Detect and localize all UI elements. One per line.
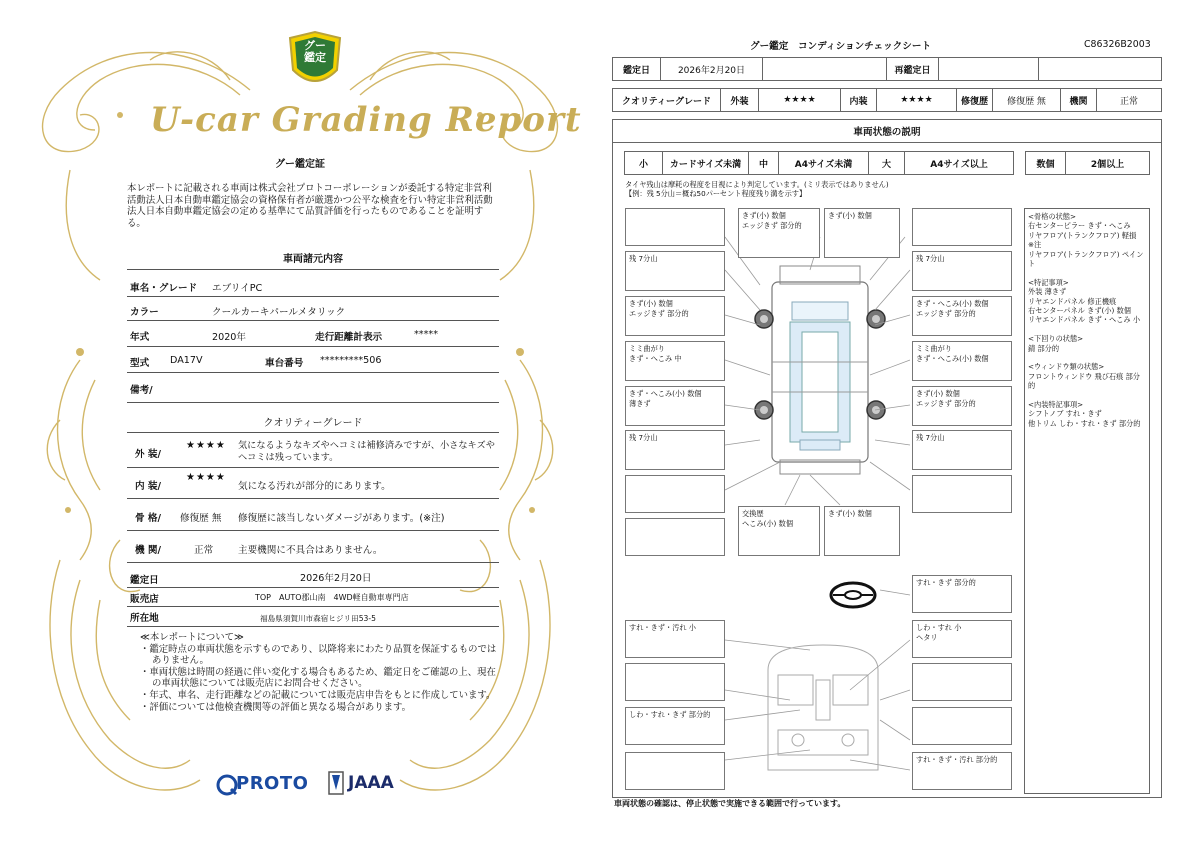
divider bbox=[127, 372, 499, 373]
tire-box: 残 7分山 bbox=[625, 251, 725, 291]
report-notes bbox=[140, 632, 500, 713]
grade-label: クオリティーグレード bbox=[613, 89, 721, 111]
car-interior-diagram bbox=[758, 640, 888, 780]
side-note-line: 右センターパネル きず(小) 数個 bbox=[1028, 306, 1131, 316]
condition-box bbox=[912, 475, 1012, 513]
year-label: 年式 bbox=[130, 332, 150, 343]
ext-stars: ★★★★ bbox=[759, 89, 841, 111]
divider bbox=[127, 626, 499, 627]
tire-note-1: タイヤ残山は摩耗の程度を目視により判定しています。(ミリ表示ではありません) bbox=[625, 180, 889, 189]
condition-check-sheet bbox=[600, 0, 1200, 848]
side-note-line: <下回りの状態> bbox=[1028, 334, 1084, 344]
car-name-value: エブリイPC bbox=[212, 283, 263, 294]
date-row bbox=[612, 57, 1162, 81]
model-value: DA17V bbox=[170, 355, 203, 366]
count-legend bbox=[1025, 151, 1150, 175]
interior-box bbox=[912, 663, 1012, 701]
interior-box: すれ・きず・汚れ 部分的 bbox=[912, 752, 1012, 790]
side-note-line bbox=[1028, 353, 1146, 362]
divider bbox=[127, 346, 499, 347]
side-note-line: <内装特記事項> bbox=[1028, 400, 1084, 410]
side-note-line: 外装 薄きず bbox=[1028, 287, 1067, 297]
steering-condition-box: すれ・きず 部分的 bbox=[912, 575, 1012, 613]
size-small-desc: カードサイズ未満 bbox=[663, 152, 749, 174]
size-large: 大 bbox=[869, 152, 905, 174]
divider bbox=[127, 467, 499, 468]
divider bbox=[127, 562, 499, 563]
divider bbox=[127, 498, 499, 499]
side-note-line: リヤエンドパネル きず・へこみ 小 bbox=[1028, 315, 1141, 325]
condition-box: きず(小) 数個 bbox=[824, 506, 900, 556]
grade-row bbox=[612, 88, 1162, 112]
document-id: C86326B2003 bbox=[1084, 39, 1151, 50]
jaaa-logo-text: JAAA bbox=[348, 773, 394, 793]
divider bbox=[127, 402, 499, 403]
size-small: 小 bbox=[625, 152, 663, 174]
condition-box bbox=[912, 208, 1012, 246]
frame-description: 修復歴に該当しないダメージがあります。(※注) bbox=[238, 513, 445, 524]
side-note-line: ※注 bbox=[1028, 240, 1042, 250]
side-notes-panel bbox=[1024, 208, 1150, 794]
notes-title: ≪本レポートについて≫ bbox=[140, 632, 244, 643]
chassis-label: 車台番号 bbox=[265, 358, 304, 369]
inspection-date-label: 鑑定日 bbox=[130, 575, 159, 586]
interior-box bbox=[625, 752, 725, 790]
tire-box: 残 7分山 bbox=[912, 251, 1012, 291]
color-label: カラー bbox=[130, 307, 159, 318]
condition-box: きず・へこみ(小) 数個 薄きず bbox=[625, 386, 725, 426]
engine-description: 主要機関に不具合はありません。 bbox=[238, 545, 383, 556]
script-title: U-car Grading Report bbox=[150, 100, 582, 140]
side-note-line: 錆 部分的 bbox=[1028, 343, 1060, 353]
address-value: 福島県須賀川市森宿ヒジリ田53-5 bbox=[260, 614, 376, 623]
year-value: 2020年 bbox=[212, 332, 247, 343]
interior-box bbox=[912, 707, 1012, 745]
frame-label: 骨 格/ bbox=[135, 513, 162, 524]
size-mid-desc: A4サイズ未満 bbox=[779, 152, 869, 174]
side-note-line: 右センターピラー きず・へこみ bbox=[1028, 221, 1131, 231]
date-value: 2026年2月20日 bbox=[661, 58, 763, 80]
condition-box bbox=[625, 208, 725, 246]
sheet-title: グー鑑定 コンディションチェックシート bbox=[750, 41, 932, 52]
size-large-desc: A4サイズ以上 bbox=[930, 159, 988, 170]
repair-label: 修復歴 bbox=[957, 89, 993, 111]
emblem-text: グー 鑑定 bbox=[304, 39, 326, 64]
exterior-description: 気になるようなキズやヘコミは補修済みですが、小さなキズやヘコミは残っています。 bbox=[238, 440, 495, 463]
condition-box: きず(小) 数個 bbox=[824, 208, 900, 258]
divider bbox=[127, 269, 499, 270]
side-note-line: リヤエンドパネル 修正機痕 bbox=[1028, 296, 1117, 306]
side-note-line: リヤフロア(トランクフロア) ペイント bbox=[1028, 249, 1144, 269]
condition-box: きず・へこみ(小) 数個 エッジきず 部分的 bbox=[912, 296, 1012, 336]
side-note-line: リヤフロア(トランクフロア) 軽損 bbox=[1028, 230, 1137, 240]
side-note-line: 他トリム しわ・すれ・きず 部分的 bbox=[1028, 418, 1141, 428]
condition-box: ミミ曲がり きず・へこみ 中 bbox=[625, 341, 725, 381]
model-label: 型式 bbox=[130, 358, 150, 369]
inspection-date-value: 2026年2月20日 bbox=[300, 573, 372, 584]
divider bbox=[127, 587, 499, 588]
tire-note-2: 【例：残 5分山＝概ね50パーセント程度残り溝を示す】 bbox=[625, 189, 807, 198]
interior-box: しわ・すれ 小 ヘタリ bbox=[912, 620, 1012, 658]
interior-label: 内 装/ bbox=[135, 481, 162, 492]
note-item: ・評価については他検査機関等の評価と異なる場合があります。 bbox=[140, 701, 411, 713]
mileage-value: ***** bbox=[414, 329, 438, 340]
empty-cell bbox=[763, 58, 887, 80]
interior-box bbox=[625, 663, 725, 701]
condition-box: きず(小) 数個 エッジきず 部分的 bbox=[912, 386, 1012, 426]
exterior-label: 外 装/ bbox=[135, 449, 162, 460]
proto-logo-text: PROTO bbox=[236, 773, 309, 794]
empty-cell bbox=[939, 58, 1039, 80]
side-note-line: フロントウィンドウ 飛び石痕 部分的 bbox=[1028, 371, 1140, 391]
side-note-line: シフトノブ すれ・きず bbox=[1028, 409, 1102, 419]
engine-value: 正常 bbox=[1119, 96, 1138, 107]
chassis-value: *********506 bbox=[320, 355, 382, 366]
tire-box: 残 7分山 bbox=[625, 430, 725, 470]
divider bbox=[127, 606, 499, 607]
reinspect-label: 再鑑定日 bbox=[887, 58, 939, 80]
ext-label: 外装 bbox=[721, 89, 759, 111]
note-item: ・車両状態は時間の経過に伴い変化する場合もあるため、鑑定日をご確認の上、現在の車両状態については販売店にお問合せください。 bbox=[140, 666, 496, 690]
condition-heading: 車両状態の説明 bbox=[612, 119, 1162, 143]
dealer-value: TOP AUTO郡山南 4WD軽自動車専門店 bbox=[255, 593, 409, 602]
address-label: 所在地 bbox=[130, 613, 159, 624]
exterior-stars: ★★★★ bbox=[186, 440, 226, 451]
engine-label: 機 関/ bbox=[135, 545, 162, 556]
footer-note: 車両状態の確認は、停止状態で実施できる範囲で行っています。 bbox=[614, 799, 846, 808]
repair-value: 修復歴 無 bbox=[993, 89, 1061, 111]
certificate-paragraph: 本レポートに記載される車両は株式会社プロトコーポレーションが委託する特定非営利活動法人日本自動車鑑定協会の資格保有者が厳選かつ公平な検査を行い特定非営利活動法人日本自動車鑑定協会の定める基準にて品質評価を行ったものであることを証明する。 bbox=[127, 183, 493, 229]
tire-box: 残 7分山 bbox=[912, 430, 1012, 470]
condition-box: きず(小) 数個 エッジきず 部分的 bbox=[738, 208, 820, 258]
condition-box bbox=[625, 475, 725, 513]
size-mid: 中 bbox=[749, 152, 779, 174]
divider bbox=[127, 530, 499, 531]
remarks-label: 備考/ bbox=[130, 385, 153, 396]
divider bbox=[127, 296, 499, 297]
interior-box: しわ・すれ・きず 部分的 bbox=[625, 707, 725, 745]
interior-description: 気になる汚れが部分的にあります。 bbox=[238, 481, 391, 492]
side-note-line bbox=[1028, 325, 1146, 334]
side-note-line: <特記事項> bbox=[1028, 277, 1069, 287]
side-note-line: <ウィンドウ類の状態> bbox=[1028, 362, 1105, 372]
divider bbox=[127, 320, 499, 321]
condition-box: 交換歴 へこみ(小) 数個 bbox=[738, 506, 820, 556]
engine-label: 機関 bbox=[1061, 89, 1097, 111]
specs-heading: 車両諸元内容 bbox=[283, 254, 343, 265]
int-label: 内装 bbox=[841, 89, 877, 111]
quality-heading: クオリティーグレード bbox=[263, 418, 363, 429]
color-value: クールカーキパールメタリック bbox=[212, 307, 346, 318]
frame-value: 修復歴 無 bbox=[180, 513, 222, 524]
side-note-line bbox=[1028, 391, 1146, 400]
empty-cell bbox=[1039, 58, 1161, 80]
note-item: ・鑑定時点の車両状態を示すものであり、以降将来にわたり品質を保証するものではありません。 bbox=[140, 643, 497, 667]
condition-box bbox=[625, 518, 725, 556]
car-name-label: 車名・グレード bbox=[130, 283, 198, 294]
size-legend bbox=[624, 151, 1014, 175]
interior-box: すれ・きず・汚れ 小 bbox=[625, 620, 725, 658]
condition-box: きず(小) 数個 エッジきず 部分的 bbox=[625, 296, 725, 336]
side-note-line: <骨格の状態> bbox=[1028, 212, 1076, 221]
condition-box: ミミ曲がり きず・へこみ(小) 数個 bbox=[912, 341, 1012, 381]
divider bbox=[127, 432, 499, 433]
count-label: 数個 bbox=[1026, 152, 1066, 174]
interior-stars: ★★★★ bbox=[186, 472, 226, 483]
int-stars: ★★★★ bbox=[877, 89, 957, 111]
steering-wheel-icon bbox=[828, 580, 878, 610]
jaaa-logo-icon bbox=[326, 770, 346, 796]
proto-logo-icon bbox=[216, 774, 238, 796]
engine-value: 正常 bbox=[194, 545, 214, 556]
side-note-line bbox=[1028, 268, 1146, 277]
certificate-title: グー鑑定証 bbox=[275, 159, 325, 170]
count-desc: 2個以上 bbox=[1090, 159, 1125, 170]
note-item: ・年式、車名、走行距離などの記載については販売店申告をもとに作成しています。 bbox=[140, 689, 496, 701]
dealer-label: 販売店 bbox=[130, 594, 159, 605]
mileage-label: 走行距離計表示 bbox=[315, 332, 383, 343]
date-label: 鑑定日 bbox=[613, 58, 661, 80]
